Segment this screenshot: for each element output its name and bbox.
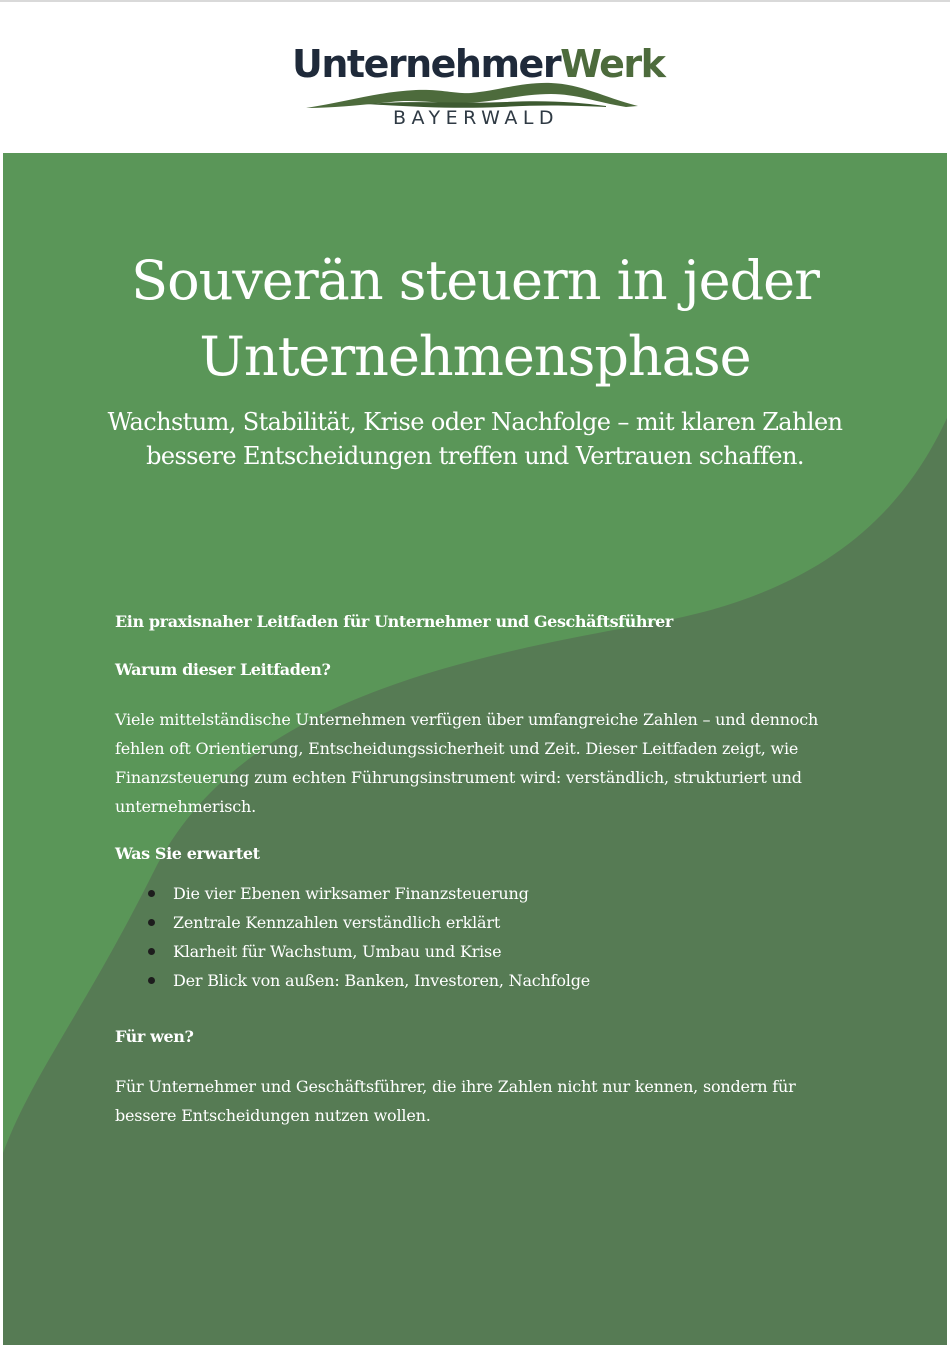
page-title (63, 243, 887, 395)
panel-content (3, 153, 947, 1345)
bullet-icon (148, 977, 155, 984)
audience-line-2: bessere Entscheidungen nutzen wollen. (115, 1106, 431, 1125)
list-item-text: Der Blick von außen: Banken, Investoren, Nachfolge (173, 971, 591, 990)
why-heading: Warum dieser Leitfaden? (115, 660, 331, 679)
bullet-icon (148, 948, 155, 955)
list-item (115, 908, 815, 937)
list-item (115, 879, 815, 908)
title-line-2: Unternehmensphase (199, 325, 751, 388)
title-line-1: Souverän steuern in jeder (131, 249, 819, 312)
subtitle-line-2: bessere Entscheidungen treffen und Vertrauen schaffen. (146, 442, 804, 470)
why-line-1: Viele mittelständische Unternehmen verfügen über umfangreiche Zahlen – und dennoch (115, 710, 819, 729)
subtitle-line-1: Wachstum, Stabilität, Krise oder Nachfolge – mit klaren Zahlen (107, 408, 843, 436)
list-item (115, 966, 815, 995)
logo-subline: BAYERWALD (392, 107, 560, 129)
list-item-text: Die vier Ebenen wirksamer Finanzsteuerung (173, 884, 529, 903)
audience-line-1: Für Unternehmer und Geschäftsführer, die ihre Zahlen nicht nur kennen, sondern für (115, 1077, 796, 1096)
list-item-text: Klarheit für Wachstum, Umbau und Krise (173, 942, 502, 961)
hero-panel (3, 153, 947, 1345)
tagline: Ein praxisnaher Leitfaden für Unternehmer und Geschäftsführer (115, 612, 673, 631)
logo-word-part2: Werk (560, 42, 665, 86)
audience-paragraph (115, 1072, 845, 1130)
expect-heading: Was Sie erwartet (115, 844, 260, 863)
why-line-2: fehlen oft Orientierung, Entscheidungssicherheit und Zeit. Dieser Leitfaden zeigt, wie (115, 739, 799, 758)
why-paragraph (115, 705, 845, 821)
why-line-4: unternehmerisch. (115, 797, 257, 816)
page-header (0, 2, 950, 153)
expect-list (115, 879, 815, 995)
audience-heading: Für wen? (115, 1027, 194, 1046)
bullet-icon (148, 890, 155, 897)
logo-word-part1: Unternehmer (292, 42, 561, 86)
unternehmerwerk-logo (292, 42, 665, 132)
list-item (115, 937, 815, 966)
why-line-3: Finanzsteuerung zum echten Führungsinstrument wird: verständlich, strukturiert und (115, 768, 802, 787)
page-subtitle (93, 405, 857, 473)
bullet-icon (148, 919, 155, 926)
list-item-text: Zentrale Kennzahlen verständlich erklärt (173, 913, 501, 932)
